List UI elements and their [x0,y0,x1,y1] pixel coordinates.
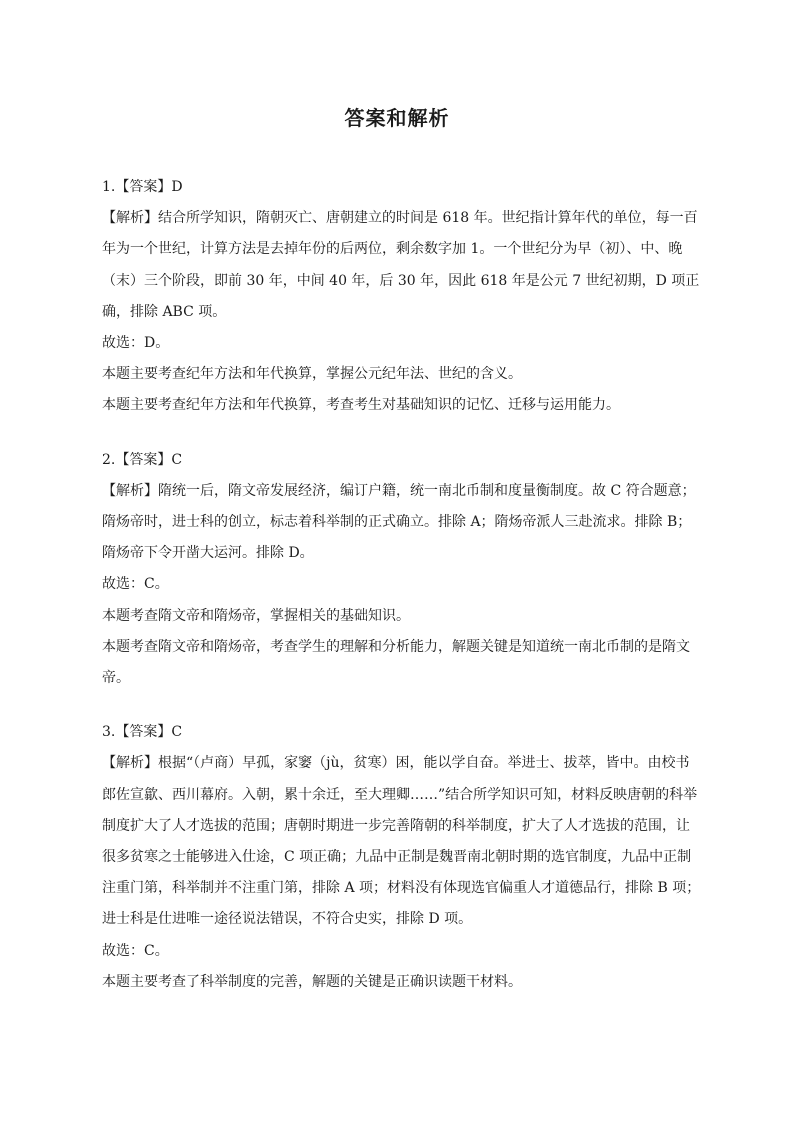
answer-line: 2.【答案】C [102,451,183,468]
choice-line: 故选：C。 [102,576,169,593]
answer-line: 1.【答案】D [102,179,183,195]
summary-line: 本题考查隋文帝和隋炀帝，考查学生的理解和分析能力，解题关键是知道统一南北币制的是隋文帝。 [102,638,690,687]
choice-line: 故选：D。 [102,335,170,352]
answer-line: 3.【答案】C [102,724,183,741]
analysis-text: 【解析】隋统一后，隋文帝发展经济，编订户籍，统一南北币制和度量衡制度。故 C 符合题意；隋炀帝时，进士科的创立，标志着科举制的正式确立。排除 A；隋炀帝派人三赴流求。排除 B；隋炀帝下令开凿大运河。排除 D。 [102,482,696,562]
answer-content [102,172,702,1021]
summary-line: 本题主要考查纪年方法和年代换算，考查考生对基础知识的记忆、迁移与运用能力。 [102,397,620,414]
question-2 [102,445,702,695]
question-1 [102,172,702,422]
summary-line: 本题主要考查纪年方法和年代换算，掌握公元纪年法、世纪的含义。 [102,366,522,383]
summary-line: 本题考查隋文帝和隋炀帝，掌握相关的基础知识。 [102,607,410,624]
question-3 [102,717,702,998]
analysis-text: 【解析】根据“（卢商）早孤，家窭（jù，贫寒）困，能以学自奋。举进士、拔萃，皆中。由校书郎佐宣歙、西川幕府。入朝，累十余迁，至大理卿……”结合所学知识可知，材料反映唐朝的科举制度扩大了人才选拔的范围；唐朝时期进一步完善隋朝的科举制度，扩大了人才选拔的范围，让很多贫寒之士能够进入仕途，C 项正确；九品中正制是魏晋南北朝时期的选官制度，九品中正制注重门第，科举制并不注重门第，排除 A 项；材料没有体现选官偏重人才道德品行，排除 B 项；进士科是仕进唯一途径说法错误，不符合史实，排除 D 项。 [102,755,701,928]
summary-line: 本题主要考查了科举制度的完善，解题的关键是正确识读题干材料。 [102,973,522,990]
choice-line: 故选：C。 [102,942,169,959]
analysis-text: 【解析】结合所学知识，隋朝灭亡、唐朝建立的时间是 618 年。世纪指计算年代的单位，每一百年为一个世纪，计算方法是去掉年份的后两位，剩余数字加 1。一个世纪分为早（初）、中、晚（末）三个阶段，即前 30 年，中间 40 年，后 30 年，因此 618 年是公元 7 世纪初期，D 项正确，排除 ABC 项。 [102,210,700,320]
page-title: 答案和解析 [344,106,450,130]
